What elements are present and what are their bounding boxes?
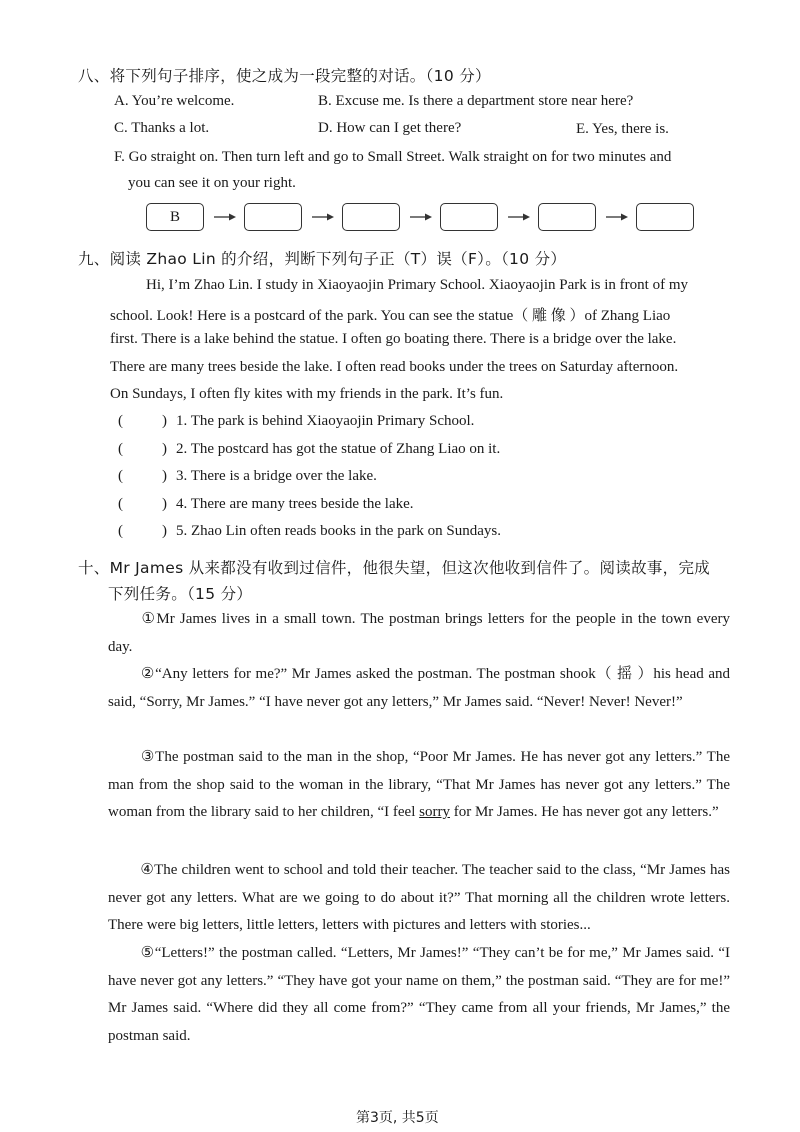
section-9-title: 九、阅读 Zhao Lin 的介绍，判断下列句子正（T）误（F）。（10 分） — [78, 250, 567, 268]
option-d: D. How can I get there? — [318, 120, 462, 136]
tf-item-2: 2. The postcard has got the statue of Zhang Liao on it. — [176, 441, 501, 457]
answer-bracket-close: ) — [162, 413, 167, 429]
answer-bracket-close: ) — [162, 468, 167, 484]
story-paragraph-2: ②“Any letters for me?” Mr James asked the postman. The postman shook（ 摇 ）his head and said, “Sorry, Mr James.” “I have never got any letters,” Mr James said. “Never! Never! Never!” — [108, 666, 730, 710]
arrow-right-icon — [508, 212, 530, 222]
tf-item-5: 5. Zhao Lin often reads books in the park on Sundays. — [176, 523, 501, 539]
arrow-right-icon — [410, 212, 432, 222]
arrow-right-icon — [312, 212, 334, 222]
sequence-box-5[interactable] — [538, 203, 596, 231]
answer-bracket-open: ( — [118, 441, 123, 457]
story-paragraph-5: ⑤“Letters!” the postman called. “Letters, Mr James!” “They can’t be for me,” Mr James said. “I have never got any letters.” “They have got your name on them,” the postman said. “They are for me!” Mr James said. “Where did they all come from?” “They came from all your friends, Mr James,” the postman said. — [108, 945, 730, 1044]
option-f-line1: F. Go straight on. Then turn left and go to Small Street. Walk straight on for two minutes and — [114, 149, 672, 165]
page-number: 第3页, 共5页 — [356, 1110, 439, 1126]
passage-line: On Sundays, I often fly kites with my friends in the park. It’s fun. — [110, 386, 504, 402]
tf-item-4: 4. There are many trees beside the lake. — [176, 496, 414, 512]
section-8-title: 八、将下列句子排序，使之成为一段完整的对话。（10 分） — [78, 67, 491, 85]
answer-bracket-close: ) — [162, 496, 167, 512]
passage-line: Hi, I’m Zhao Lin. I study in Xiaoyaojin Primary School. Xiaoyaojin Park is in front of my — [146, 277, 689, 293]
passage-line: There are many trees beside the lake. I often read books under the trees on Saturday afternoon. — [110, 359, 679, 375]
answer-bracket-close: ) — [162, 523, 167, 539]
story-paragraph-1: ①Mr James lives in a small town. The postman brings letters for the people in the town every day. — [108, 611, 730, 655]
section-10-title-line1: 十、Mr James 从来都没有收到过信件，他很失望，但这次他收到信件了。阅读故事，完成 — [78, 559, 711, 577]
passage-line: first. There is a lake behind the statue. I often go boating there. There is a bridge over the lake. — [110, 331, 677, 347]
passage-line: school. Look! Here is a postcard of the park. You can see the statue（ 雕 像 ）of Zhang Liao — [110, 308, 671, 324]
option-a: A. You’re welcome. — [114, 93, 235, 109]
option-b: B. Excuse me. Is there a department store near here? — [318, 93, 634, 109]
sequence-box-1[interactable]: B — [146, 203, 204, 231]
tf-item-1: 1. The park is behind Xiaoyaojin Primary School. — [176, 413, 475, 429]
answer-bracket-open: ( — [118, 496, 123, 512]
option-e: E. Yes, there is. — [576, 121, 669, 137]
option-f-line2: you can see it on your right. — [128, 175, 296, 191]
answer-bracket-open: ( — [118, 523, 123, 539]
answer-bracket-open: ( — [118, 413, 123, 429]
underlined-word: sorry — [419, 804, 450, 820]
section-10-title-line2: 下列任务。（15 分） — [108, 585, 253, 603]
option-c: C. Thanks a lot. — [114, 120, 210, 136]
answer-bracket-open: ( — [118, 468, 123, 484]
tf-item-3: 3. There is a bridge over the lake. — [176, 468, 377, 484]
sequence-box-2[interactable] — [244, 203, 302, 231]
sequence-box-6[interactable] — [636, 203, 694, 231]
story-paragraph-4: ④The children went to school and told their teacher. The teacher said to the class, “Mr James has never got any letters. What are we going to do about it?” That morning all the children wrote letters. There were big letters, little letters, letters with pictures and letters with stories... — [108, 862, 730, 933]
answer-bracket-close: ) — [162, 441, 167, 457]
sequence-box-3[interactable] — [342, 203, 400, 231]
sequence-box-4[interactable] — [440, 203, 498, 231]
arrow-right-icon — [606, 212, 628, 222]
story-paragraph-3: ③The postman said to the man in the shop, “Poor Mr James. He has never got any letters.” The man from the shop said to the woman in the library, “That Mr James has never got any letters.” The woman from the library said to her children, “I feel sorry for Mr James. He has never got any letters.” — [108, 749, 730, 820]
arrow-right-icon — [214, 212, 236, 222]
